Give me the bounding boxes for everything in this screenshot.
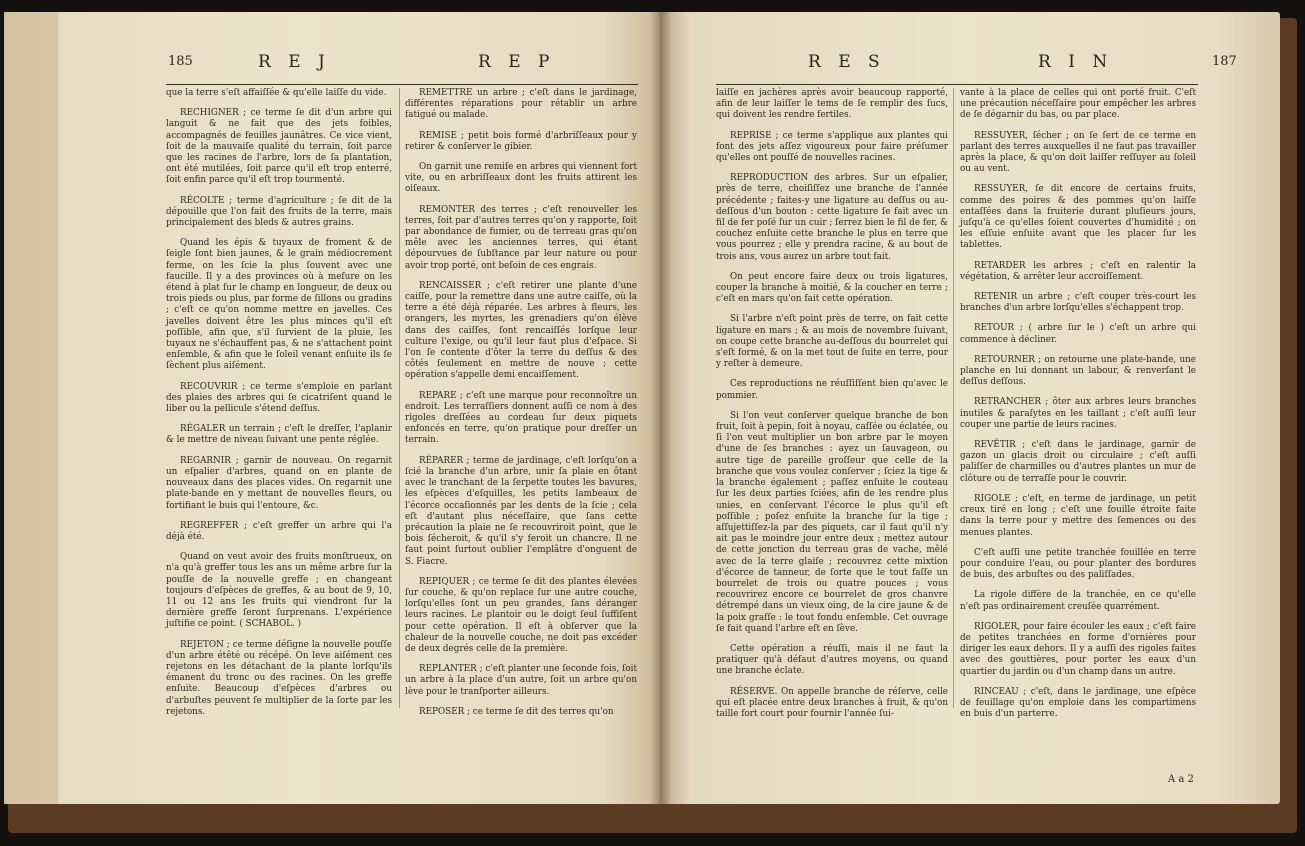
paragraph: RESSUYER, ſe dit encore de certains fruits, comme des poires & des pommes qu'on laiſſe entaſſées dans la fruiterie durant pluſieurs jours, juſqu'à ce qu'elles ſoient couvertes d'humidité ; on les eſſuie enſuite avant que les placer ſur les tablettes. xyxy=(960,184,1196,251)
paragraph: RETOURNER ; on retourne une plate-bande, une planche en lui donnant un labour, & renverſant le deſſus deſſous. xyxy=(960,354,1196,388)
paragraph: RESSUYER, ſécher ; on ſe ſert de ce terme en parlant des terres auxquelles il ne faut pas travailler après la place, & qu'on doit laiſſer reſſuyer au ſoleil ou au vent. xyxy=(960,130,1196,175)
paragraph: REGARNIR ; garnir de nouveau. On regarnit un eſpalier d'arbres, quand on en plante de nouveaux dans des places vides. On regarnit une plate-bande en y mettant de nouvelles fleurs, ou fortifiant le buis qui l'entoure, &c. xyxy=(166,455,392,511)
paragraph: RECHIGNER ; ce terme ſe dit d'un arbre qui languit & ne fait que des jets foibles, accompagnés de feuilles jaunâtres. Ce vice vient, ſoit de la mauvaiſe qualité du terrain, ſoit parce que les racines de l'arbre, lors de ſa plantation, ont été mutilées, ſoit parce qu'il eſt trop enterré, ſoit enfin parce qu'il eſt trop tourmenté. xyxy=(166,108,392,186)
paragraph: RETRANCHER ; ôter aux arbres leurs branches inutiles & paraſytes en les taillant ; c'eſt auſſi leur couper une partie de leurs racines. xyxy=(960,397,1196,430)
paragraph: On garnit une remiſe en arbres qui viennent fort vite, ou en arbriſſeaux dont les fruits attirent les oiſeaux. xyxy=(405,162,637,195)
column-divider-right xyxy=(953,88,954,708)
right-page-column-2 xyxy=(960,88,1196,778)
paragraph: RECOUVRIR ; ce terme s'emploie en parlant des plaies des arbres qui ſe cicatriſent quand le liber ou la pellicule s'étend deſſus. xyxy=(166,381,392,415)
paragraph: C'eſt auſſi une petite tranchée fouillée en terre pour conduire l'eau, ou pour planter des bordures de buis, des arbuſtes ou des paliſſades. xyxy=(960,547,1196,581)
book-gutter xyxy=(650,12,672,804)
paragraph: vante à la place de celles qui ont porté fruit. C'eſt une précaution néceſſaire pour empêcher les arbres de ſe dégarnir du bas, ou par place. xyxy=(960,88,1196,121)
paragraph: REJETON ; ce terme déſigne la nouvelle pouſſe d'un arbre étêté ou récépé. On leve aiſément ces rejetons en les détachant de la plante lorſqu'ils émanent du tronc ou des racines. On les greffe enſuite. Beaucoup d'eſpèces d'arbres ou d'arbuſtes peuvent ſe multiplier de la ſorte par les rejetons. xyxy=(166,639,392,717)
paragraph: Si l'on veut conſerver quelque branche de bon fruit, ſoit à pepin, ſoit à noyau, caſſée ou éclatée, ou ſi l'on veut multiplier un bon arbre par le moyen d'une de ſes branches : ayez un ſauvageon, ou autre tige de pareille groſſeur que celle de la branche que vous voulez conſerver ; ſciez la tige & la branche également ; paſſez enſuite le couteau ſur les deux parties ſciées, afin de les rendre plus unies, en conſervant l'écorce le plus qu'il eſt poſſible ; poſez enſuite la branche ſur la tige ; aſſujettiſſez-la par des piquets, car il faut qu'il n'y ait pas le moindre jour entre deux ; mettez autour de cette jonction du terreau gras de vache, mêlé avec de la terre glaiſe ; recouvrez cette mixtion d'écorce de tanneur, de ſorte que le tout faſſe un bourrelet de trois ou quatre pouces ; vous recouvrirez encore ce bourrelet de gros chanvre détrempé dans un vieux oing, de la cire jaune & de la poix graſſe : le tout fondu enſemble. Cet ouvrage ſe fait quand l'arbre eſt en ſève. xyxy=(716,410,948,634)
paragraph: RETENIR un arbre ; c'eſt couper très-court les branches d'un arbre lorſqu'elles s'échappent trop. xyxy=(960,292,1196,314)
catchword: A a 2 xyxy=(1168,774,1194,785)
paragraph: RINCEAU ; c'eſt, dans le jardinage, une eſpèce de feuillage qu'on emploie dans les compartimens en buis d'un parterre. xyxy=(960,686,1196,720)
paragraph: Quand les épis & tuyaux de froment & de ſeigle ſont bien jaunes, & le grain médiocrement ferme, on les ſcie la plus ſouvent avec une faucille. Il y a des provinces où à meſure on les étend à plat ſur le champ en longueur, de deux ou trois pieds ou plus, par forme de ſillons ou gradins ; c'eſt ce qu'on nomme mettre en javelles. Ces javelles doivent être les plus minces qu'il eſt poſſible, afin que, s'il ſurvient de la pluie, les tuyaux ne s'échauffent pas, & ne s'attachent point enſemble, & afin que le ſoleil venant enſuite ils ſe ſèchent plus aiſément. xyxy=(166,238,392,372)
paragraph: On peut encore faire deux ou trois ligatures, couper la branche à moitié, & la coucher en terre ; c'eſt en mars qu'on fait cette opération. xyxy=(716,271,948,305)
paragraph: La rigole diffère de la tranchée, en ce qu'elle n'eſt pas ordinairement creuſée quarrément. xyxy=(960,590,1196,612)
running-head-right-2: R I N xyxy=(1038,52,1114,72)
column-divider-left xyxy=(399,88,400,708)
page-number-left: 185 xyxy=(168,54,193,69)
running-head-right: R E S xyxy=(808,52,886,72)
paragraph: REMETTRE un arbre ; c'eſt dans le jardinage, différentes réparations pour rétablir un arbre fatigué ou malade. xyxy=(405,88,637,121)
paragraph: RÉGALER un terrain ; c'eſt le dreſſer, l'aplanir & le mettre de niveau ſuivant une pente réglée. xyxy=(166,424,392,446)
paragraph: REPOSER ; ce terme ſe dit des terres qu'on xyxy=(419,706,614,717)
header-rule-right xyxy=(716,84,1198,85)
running-head-left: R E J xyxy=(258,52,331,72)
paragraph: REVÊTIR ; c'eſt dans le jardinage, garnir de gazon un glacis droit ou circulaire ; c'eſt auſſi paliſſer de charmilles ou d'autres plantes un mur de clôture ou de terraſſe pour le couvrir. xyxy=(960,440,1196,484)
paragraph: RENCAISSER ; c'eſt retirer une plante d'une caiſſe, pour la remettre dans une autre caiſſe, où la terre a été déjà réparée. Les arbres à fleurs, les orangers, les myrtes, les grenadiers qu'on élève dans des caiſſes, ſont rencaiſſés lorſque leur culture l'exige, ou qu'il leur faut plus d'eſpace. Si l'on ſe contente d'ôter la terre du deſſus & des côtés ſeulement en mettre de nouve ; cette opération s'appelle demi encaiſſement. xyxy=(405,280,637,381)
paragraph: RÉSERVE. On appelle branche de réſerve, celle qui eſt placée entre deux branches à fruit, & qu'on taille fort court pour fournir l'année ſui- xyxy=(716,686,948,719)
paragraph: Si l'arbre n'eſt point près de terre, on fait cette ligature en mars ; & au mois de novembre ſuivant, on coupe cette branche au-deſſous du bourrelet qui s'eſt formé, & on la met tout de ſuite en terre, pour y reſter à demeure. xyxy=(716,314,948,370)
paragraph: RETARDER les arbres ; c'eſt en ralentir la végétation, & arrêter leur accroiſſement. xyxy=(960,260,1196,282)
left-page-column-2 xyxy=(405,88,637,788)
page-edges xyxy=(4,12,58,804)
paragraph: REGREFFER ; c'eſt greffer un arbre qui l'a déjà été. xyxy=(166,520,392,542)
left-page-column-1 xyxy=(166,88,392,788)
paragraph: RIGOLE ; c'eſt, en terme de jardinage, un petit creux tiré en long ; c'eſt une fouille étroite faite dans la terre pour y mettre des ſemences ou des menues plantes. xyxy=(960,493,1196,538)
paragraph: Cette opération a réuſſi, mais il ne faut la pratiquer qu'à défaut d'autres moyens, ou quand une branche éclate. xyxy=(716,643,948,677)
right-page-column-1 xyxy=(716,88,948,788)
paragraph: laiſſe en jachères après avoir beaucoup rapporté, afin de leur laiſſer le tems de ſe remplir des ſucs, qui doivent les rendre fertiles. xyxy=(716,88,948,121)
paragraph: REPARE ; c'eſt une marque pour reconnoître un endroit. Les terraſſiers donnent auſſi ce nom à des rigoles dreſſées au cordeau ſur deux piquets enfoncés en terre, qu'on pratique pour dreſſer un terrain. xyxy=(405,390,637,446)
paragraph: REPLANTER ; c'eſt planter une ſeconde fois, ſoit un arbre à la place d'un autre, ſoit un arbre qu'on lève pour le tranſporter ailleurs. xyxy=(405,664,637,697)
paragraph: RETOUR ; ( arbre ſur le ) c'eſt un arbre qui commence à décliner. xyxy=(960,323,1196,345)
paragraph: REPRISE ; ce terme s'applique aux plantes qui font des jets aſſez vigoureux pour faire préſumer qu'elles ont pouſſé de nouvelles racines. xyxy=(716,130,948,164)
paragraph: RÉCOLTE ; terme d'agriculture ; ſe dit de la dépouille que l'on fait des fruits de la terre, mais principalement des bleds & autres grains. xyxy=(166,195,392,229)
paragraph: REMISE ; petit bois formé d'arbriſſeaux pour y retirer & conſerver le gibier. xyxy=(405,130,637,152)
paragraph: RIGOLER, pour faire écouler les eaux ; c'eſt faire de petites tranchées en forme d'ornières pour diriger les eaux dehors. Il y a auſſi des rigoles faites avec des gouttières, pour porter les eaux d'un quartier du jardin ou d'un champ dans un autre. xyxy=(960,621,1196,677)
paragraph: Quand on veut avoir des fruits monſtrueux, on n'a qu'à greffer tous les ans un même arbre ſur la pouſſe de la nouvelle greffe ; en changeant toujours d'eſpèces de greffes, & au bout de 9, 10, 11 ou 12 ans les fruits qui viendront ſur la dernière greffe ſeront ſurprenans. L'expérience juſtifie ce point. ( SCHABOL. ) xyxy=(166,552,392,630)
paragraph: REMONTER des terres ; c'eſt renouveller les terres, ſoit par d'autres terres qu'on y rapporte, ſoit par abondance de fumier, ou de terreau gras qu'on mêle avec les anciennes terres, qui étant dépourvues de ſubſtance par leur nature ou pour avoir trop porté, ont beſoin de ces engrais. xyxy=(405,204,637,271)
paragraph: que la terre s'eſt affaiſſée & qu'elle laiſſe du vide. xyxy=(166,88,387,98)
paragraph: Ces reproductions ne réuſſiſſent bien qu'avec le pommier. xyxy=(716,379,948,401)
paragraph: RÉPARER ; terme de jardinage, c'eſt lorſqu'on a ſcié la branche d'un arbre, unir ſa plaie en ôtant avec le tranchant de la ſerpette toutes les bavures, les eſpèces d'eſquilles, les petits lambeaux de l'écorce occaſionnés par les dents de la ſcie ; cela eſt d'autant plus néceſſaire, que ſans cette précaution la plaie ne ſe recouvriroit point, que le bois ſécheroit, & qu'il s'y feroit un chancre. Il ne faut point ſurtout oublier l'emplâtre d'onguent de S. Fiacre. xyxy=(405,455,637,567)
paragraph: REPIQUER ; ce terme ſe dit des plantes élevées ſur couche, & qu'on replace ſur une autre couche, lorſqu'elles ſont un peu grandes, ſans déranger leurs racines. Le plantoir ou le doigt ſeul ſuffiſent pour cette opération. Il eſt à obſerver que la chaleur de la nouvelle couche, ne doit pas excéder de deux degrés celle de la première. xyxy=(405,576,637,654)
header-rule-left xyxy=(166,84,638,85)
paragraph: REPRODUCTION des arbres. Sur un eſpalier, près de terre, choiſiſſez une branche de l'année précédente ; faites-y une ligature au deſſus ou au-deſſous d'un bouton : cette ligature ſe fait avec un fil de fer poſé ſur un cuir ; ſerrez bien le fil de fer, & couchez enſuite cette branche le plus en terre que vous pourrez ; elle y prendra racine, & au bout de trois ans, vous aurez un arbre tout fait. xyxy=(716,173,948,262)
running-head-left-2: R E P xyxy=(478,52,556,72)
page-number-right: 187 xyxy=(1212,54,1237,69)
